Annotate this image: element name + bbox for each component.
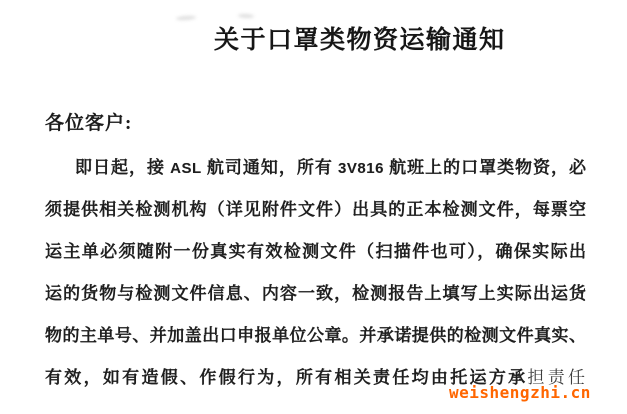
line-text: 航司通知，所有	[201, 158, 339, 177]
flight-number: 3V816	[338, 160, 384, 177]
line-text: 即日起，接	[75, 158, 171, 177]
scan-smudge	[176, 15, 196, 20]
line-text: 航班上的口罩类物资，必	[383, 158, 587, 177]
document-title: 关于口罩类物资运输通知	[214, 27, 506, 54]
paragraph-line: 须提供相关检测机构（详见附件文件）出具的正本检测文件，每票空	[45, 200, 586, 219]
appended-text: 担责任	[527, 368, 586, 387]
line-text: 有效，如有造假、作假行为，所有相关责任均由托运方承	[45, 368, 528, 387]
paragraph-line: 运主单必须随附一份真实有效检测文件（扫描件也可），确保实际出	[45, 242, 586, 261]
paragraph-line: 运的货物与检测文件信息、内容一致，检测报告上填写上实际出运货	[45, 284, 586, 303]
greeting-line: 各位客户:	[45, 113, 133, 134]
paragraph-line	[75, 156, 586, 181]
scan-smudge	[238, 14, 254, 19]
airline-code: ASL	[170, 160, 202, 177]
watermark-text: weishengzhi.cn	[449, 383, 591, 402]
paragraph-line: 物的主单号、并加盖出口申报单位公章。并承诺提供的检测文件真实、	[45, 326, 586, 345]
